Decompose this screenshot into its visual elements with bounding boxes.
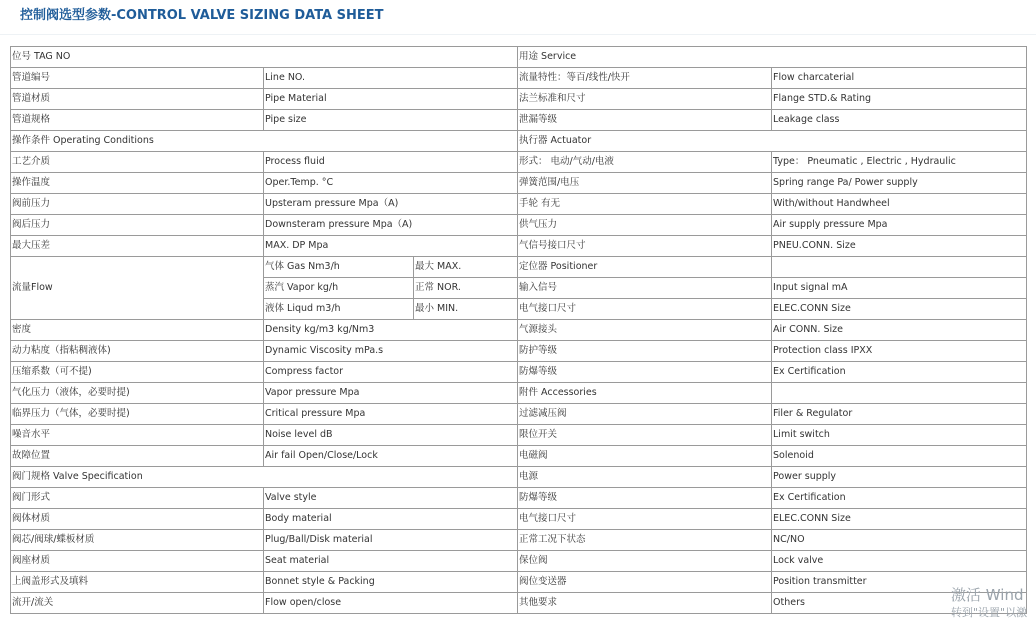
table-row <box>11 509 1027 530</box>
param-label-cn: 操作温度 <box>11 173 264 194</box>
flow-condition: 最小 MIN. <box>414 299 518 320</box>
spec-label-cn: 防护等级 <box>518 341 772 362</box>
spec-label-cn: 防爆等级 <box>518 362 772 383</box>
param-label-en: Upsteram pressure Mpa（A) <box>264 194 518 215</box>
param-label-en: Process fluid <box>264 152 518 173</box>
table-row <box>11 446 1027 467</box>
spec-label-en: Filer & Regulator <box>772 404 1027 425</box>
table-row <box>11 236 1027 257</box>
param-label-cn: 流开/流关 <box>11 593 264 614</box>
spec-label-cn: 过滤减压阀 <box>518 404 772 425</box>
param-label-en: 液体 Liqud m3/h <box>264 299 414 320</box>
spec-label-en <box>772 257 1027 278</box>
spec-label-en: Air CONN. Size <box>772 320 1027 341</box>
param-label-en: Oper.Temp. °C <box>264 173 518 194</box>
param-label-cn: 故障位置 <box>11 446 264 467</box>
spec-label-en: Ex Certification <box>772 362 1027 383</box>
section-header-row <box>11 47 1027 68</box>
spec-label-cn: 正常工况下状态 <box>518 530 772 551</box>
spec-label-cn: 电源 <box>518 467 772 488</box>
table-row <box>11 488 1027 509</box>
spec-label-cn: 气信号接口尺寸 <box>518 236 772 257</box>
spec-label-en: Flange STD.& Rating <box>772 89 1027 110</box>
table-row <box>11 194 1027 215</box>
title-divider <box>0 34 1036 35</box>
table-row <box>11 173 1027 194</box>
spec-label-en: Leakage class <box>772 110 1027 131</box>
param-label-cn: 工艺介质 <box>11 152 264 173</box>
param-label-cn: 压缩系数（可不提) <box>11 362 264 383</box>
param-label-cn: 管道编号 <box>11 68 264 89</box>
param-label-cn: 流量Flow <box>11 257 264 320</box>
table-row <box>11 341 1027 362</box>
spec-label-en: Position transmitter <box>772 572 1027 593</box>
spec-label-en: Lock valve <box>772 551 1027 572</box>
param-label-en: Pipe size <box>264 110 518 131</box>
page-title: 控制阀选型参数-CONTROL VALVE SIZING DATA SHEET <box>20 8 384 23</box>
spec-label-en <box>772 383 1027 404</box>
table-row <box>11 110 1027 131</box>
sizing-data-table <box>10 46 1027 614</box>
section-header-left: 操作条件 Operating Conditions <box>11 131 518 152</box>
param-label-cn: 阀芯/阀球/蝶板材质 <box>11 530 264 551</box>
table-row <box>11 593 1027 614</box>
table-row <box>11 467 1027 488</box>
param-label-en: Compress factor <box>264 362 518 383</box>
spec-label-en: ELEC.CONN Size <box>772 509 1027 530</box>
param-label-en: Air fail Open/Close/Lock <box>264 446 518 467</box>
section-header-right: 执行器 Actuator <box>518 131 1027 152</box>
windows-activation-watermark <box>951 586 1027 620</box>
param-label-cn: 管道材质 <box>11 89 264 110</box>
table-row <box>11 257 1027 278</box>
spec-label-cn: 法兰标准和尺寸 <box>518 89 772 110</box>
spec-label-cn: 弹簧范围/电压 <box>518 173 772 194</box>
param-label-en: Bonnet style & Packing <box>264 572 518 593</box>
param-label-en: Seat material <box>264 551 518 572</box>
param-label-cn: 阀体材质 <box>11 509 264 530</box>
param-label-en: Flow open/close <box>264 593 518 614</box>
table-row <box>11 530 1027 551</box>
spec-label-cn: 气源接头 <box>518 320 772 341</box>
table-row <box>11 404 1027 425</box>
table-row <box>11 68 1027 89</box>
spec-label-cn: 手轮 有无 <box>518 194 772 215</box>
section-header-right: 用途 Service <box>518 47 1027 68</box>
spec-label-en: Power supply <box>772 467 1027 488</box>
spec-label-cn: 流量特性：等百/线性/快开 <box>518 68 772 89</box>
param-label-en: 气体 Gas Nm3/h <box>264 257 414 278</box>
spec-label-en: NC/NO <box>772 530 1027 551</box>
table-row <box>11 152 1027 173</box>
param-label-en: Line NO. <box>264 68 518 89</box>
watermark-line-2: 转到"设置"以激 <box>951 606 1028 619</box>
param-label-cn: 临界压力（气体，必要时提) <box>11 404 264 425</box>
spec-label-cn: 电气接口尺寸 <box>518 509 772 530</box>
param-label-cn: 阀座材质 <box>11 551 264 572</box>
param-label-cn: 上阀盖形式及填料 <box>11 572 264 593</box>
param-label-en: Valve style <box>264 488 518 509</box>
spec-label-en: Limit switch <box>772 425 1027 446</box>
param-label-cn: 最大压差 <box>11 236 264 257</box>
spec-label-en: Input signal mA <box>772 278 1027 299</box>
spec-label-cn: 供气压力 <box>518 215 772 236</box>
param-label-cn: 噪音水平 <box>11 425 264 446</box>
spec-label-en: ELEC.CONN Size <box>772 299 1027 320</box>
table-row <box>11 551 1027 572</box>
param-label-en: 蒸汽 Vapor kg/h <box>264 278 414 299</box>
param-label-en: Vapor pressure Mpa <box>264 383 518 404</box>
table-row <box>11 362 1027 383</box>
spec-label-en: Air supply pressure Mpa <box>772 215 1027 236</box>
spec-label-en: Spring range Pa/ Power supply <box>772 173 1027 194</box>
spec-label-en: Type： Pneumatic , Electric , Hydraulic <box>772 152 1027 173</box>
spec-label-cn: 阀位变送器 <box>518 572 772 593</box>
param-label-en: Downsteram pressure Mpa（A) <box>264 215 518 236</box>
spec-label-cn: 限位开关 <box>518 425 772 446</box>
section-header-left: 位号 TAG NO <box>11 47 518 68</box>
spec-label-en: Others <box>772 593 1027 614</box>
spec-label-en: Protection class IPXX <box>772 341 1027 362</box>
param-label-en: Noise level dB <box>264 425 518 446</box>
spec-label-cn: 泄漏等级 <box>518 110 772 131</box>
flow-condition: 最大 MAX. <box>414 257 518 278</box>
spec-label-en: Ex Certification <box>772 488 1027 509</box>
param-label-en: MAX. DP Mpa <box>264 236 518 257</box>
spec-label-cn: 防爆等级 <box>518 488 772 509</box>
table-row <box>11 89 1027 110</box>
spec-label-en: Solenoid <box>772 446 1027 467</box>
param-label-cn: 阀前压力 <box>11 194 264 215</box>
param-label-en: Density kg/m3 kg/Nm3 <box>264 320 518 341</box>
param-label-cn: 密度 <box>11 320 264 341</box>
spec-label-cn: 定位器 Positioner <box>518 257 772 278</box>
spec-label-cn: 附件 Accessories <box>518 383 772 404</box>
section-header-left: 阀门规格 Valve Specification <box>11 467 518 488</box>
param-label-en: Pipe Material <box>264 89 518 110</box>
param-label-cn: 管道规格 <box>11 110 264 131</box>
param-label-cn: 阀后压力 <box>11 215 264 236</box>
section-header-row <box>11 131 1027 152</box>
spec-label-cn: 电气接口尺寸 <box>518 299 772 320</box>
table-row <box>11 215 1027 236</box>
spec-label-cn: 电磁阀 <box>518 446 772 467</box>
table-row <box>11 425 1027 446</box>
spec-label-en: Flow charcaterial <box>772 68 1027 89</box>
param-label-en: Body material <box>264 509 518 530</box>
param-label-cn: 阀门形式 <box>11 488 264 509</box>
spec-label-en: PNEU.CONN. Size <box>772 236 1027 257</box>
param-label-en: Plug/Ball/Disk material <box>264 530 518 551</box>
flow-condition: 正常 NOR. <box>414 278 518 299</box>
spec-label-cn: 形式： 电动/气动/电液 <box>518 152 772 173</box>
spec-label-cn: 保位阀 <box>518 551 772 572</box>
spec-label-cn: 输入信号 <box>518 278 772 299</box>
table-row <box>11 572 1027 593</box>
param-label-cn: 动力粘度（指粘稠液体) <box>11 341 264 362</box>
spec-label-cn: 其他要求 <box>518 593 772 614</box>
spec-label-en: With/without Handwheel <box>772 194 1027 215</box>
param-label-en: Dynamic Viscosity mPa.s <box>264 341 518 362</box>
table-row <box>11 383 1027 404</box>
table-row <box>11 320 1027 341</box>
watermark-line-1: 激活 Wind <box>951 586 1024 604</box>
param-label-cn: 气化压力（液体，必要时提) <box>11 383 264 404</box>
param-label-en: Critical pressure Mpa <box>264 404 518 425</box>
